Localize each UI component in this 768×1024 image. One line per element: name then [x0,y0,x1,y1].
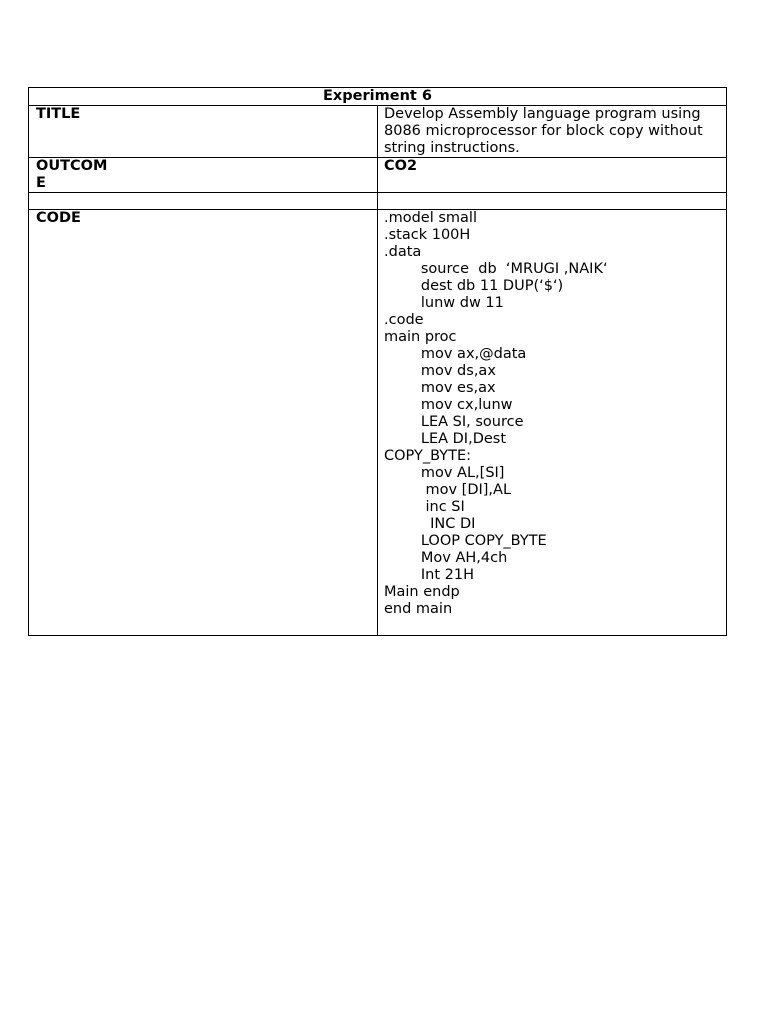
code-row [29,210,727,636]
code-line: Mov AH,4ch [384,550,508,566]
code-line: .stack 100H [384,227,471,243]
blank-row [29,193,727,210]
code-label: CODE [29,210,378,636]
code-line: mov AL,[SI] [384,465,505,481]
title-row [29,106,727,158]
code-line: Main endp [384,584,460,600]
title-label: TITLE [29,106,378,158]
code-line: mov es,ax [384,380,496,396]
code-block [384,210,720,618]
code-line: LEA SI, source [384,414,524,430]
code-line: .model small [384,210,477,226]
code-line: .code [384,312,424,328]
code-line: .data [384,244,422,260]
code-line: inc SI [384,499,465,515]
code-line: mov ds,ax [384,363,496,379]
code-line: source db ‘MRUGI ,NAIK‘ [384,261,608,277]
code-line: end main [384,601,453,617]
code-cell [378,210,727,636]
code-line: mov ax,@data [384,346,527,362]
code-line: mov cx,lunw [384,397,513,413]
code-line: main proc [384,329,457,345]
experiment-table [28,87,727,636]
code-line: INC DI [384,516,476,532]
table-header-row [29,88,727,106]
outcome-label [29,158,378,193]
code-line: mov [DI],AL [384,482,512,498]
code-line: dest db 11 DUP(‘$‘) [384,278,564,294]
title-value: Develop Assembly language program using 8086 microprocessor for block copy without string instructions. [378,106,727,158]
code-line: LOOP COPY_BYTE [384,533,547,549]
code-line: lunw dw 11 [384,295,504,311]
outcome-row [29,158,727,193]
experiment-heading: Experiment 6 [29,88,727,106]
blank-value-cell [378,193,727,210]
outcome-label-text: OUTCOM E [36,158,108,191]
code-line: COPY_BYTE: [384,448,471,464]
code-line: Int 21H [384,567,474,583]
code-line: LEA DI,Dest [384,431,507,447]
outcome-value: CO2 [378,158,727,193]
blank-label-cell [29,193,378,210]
